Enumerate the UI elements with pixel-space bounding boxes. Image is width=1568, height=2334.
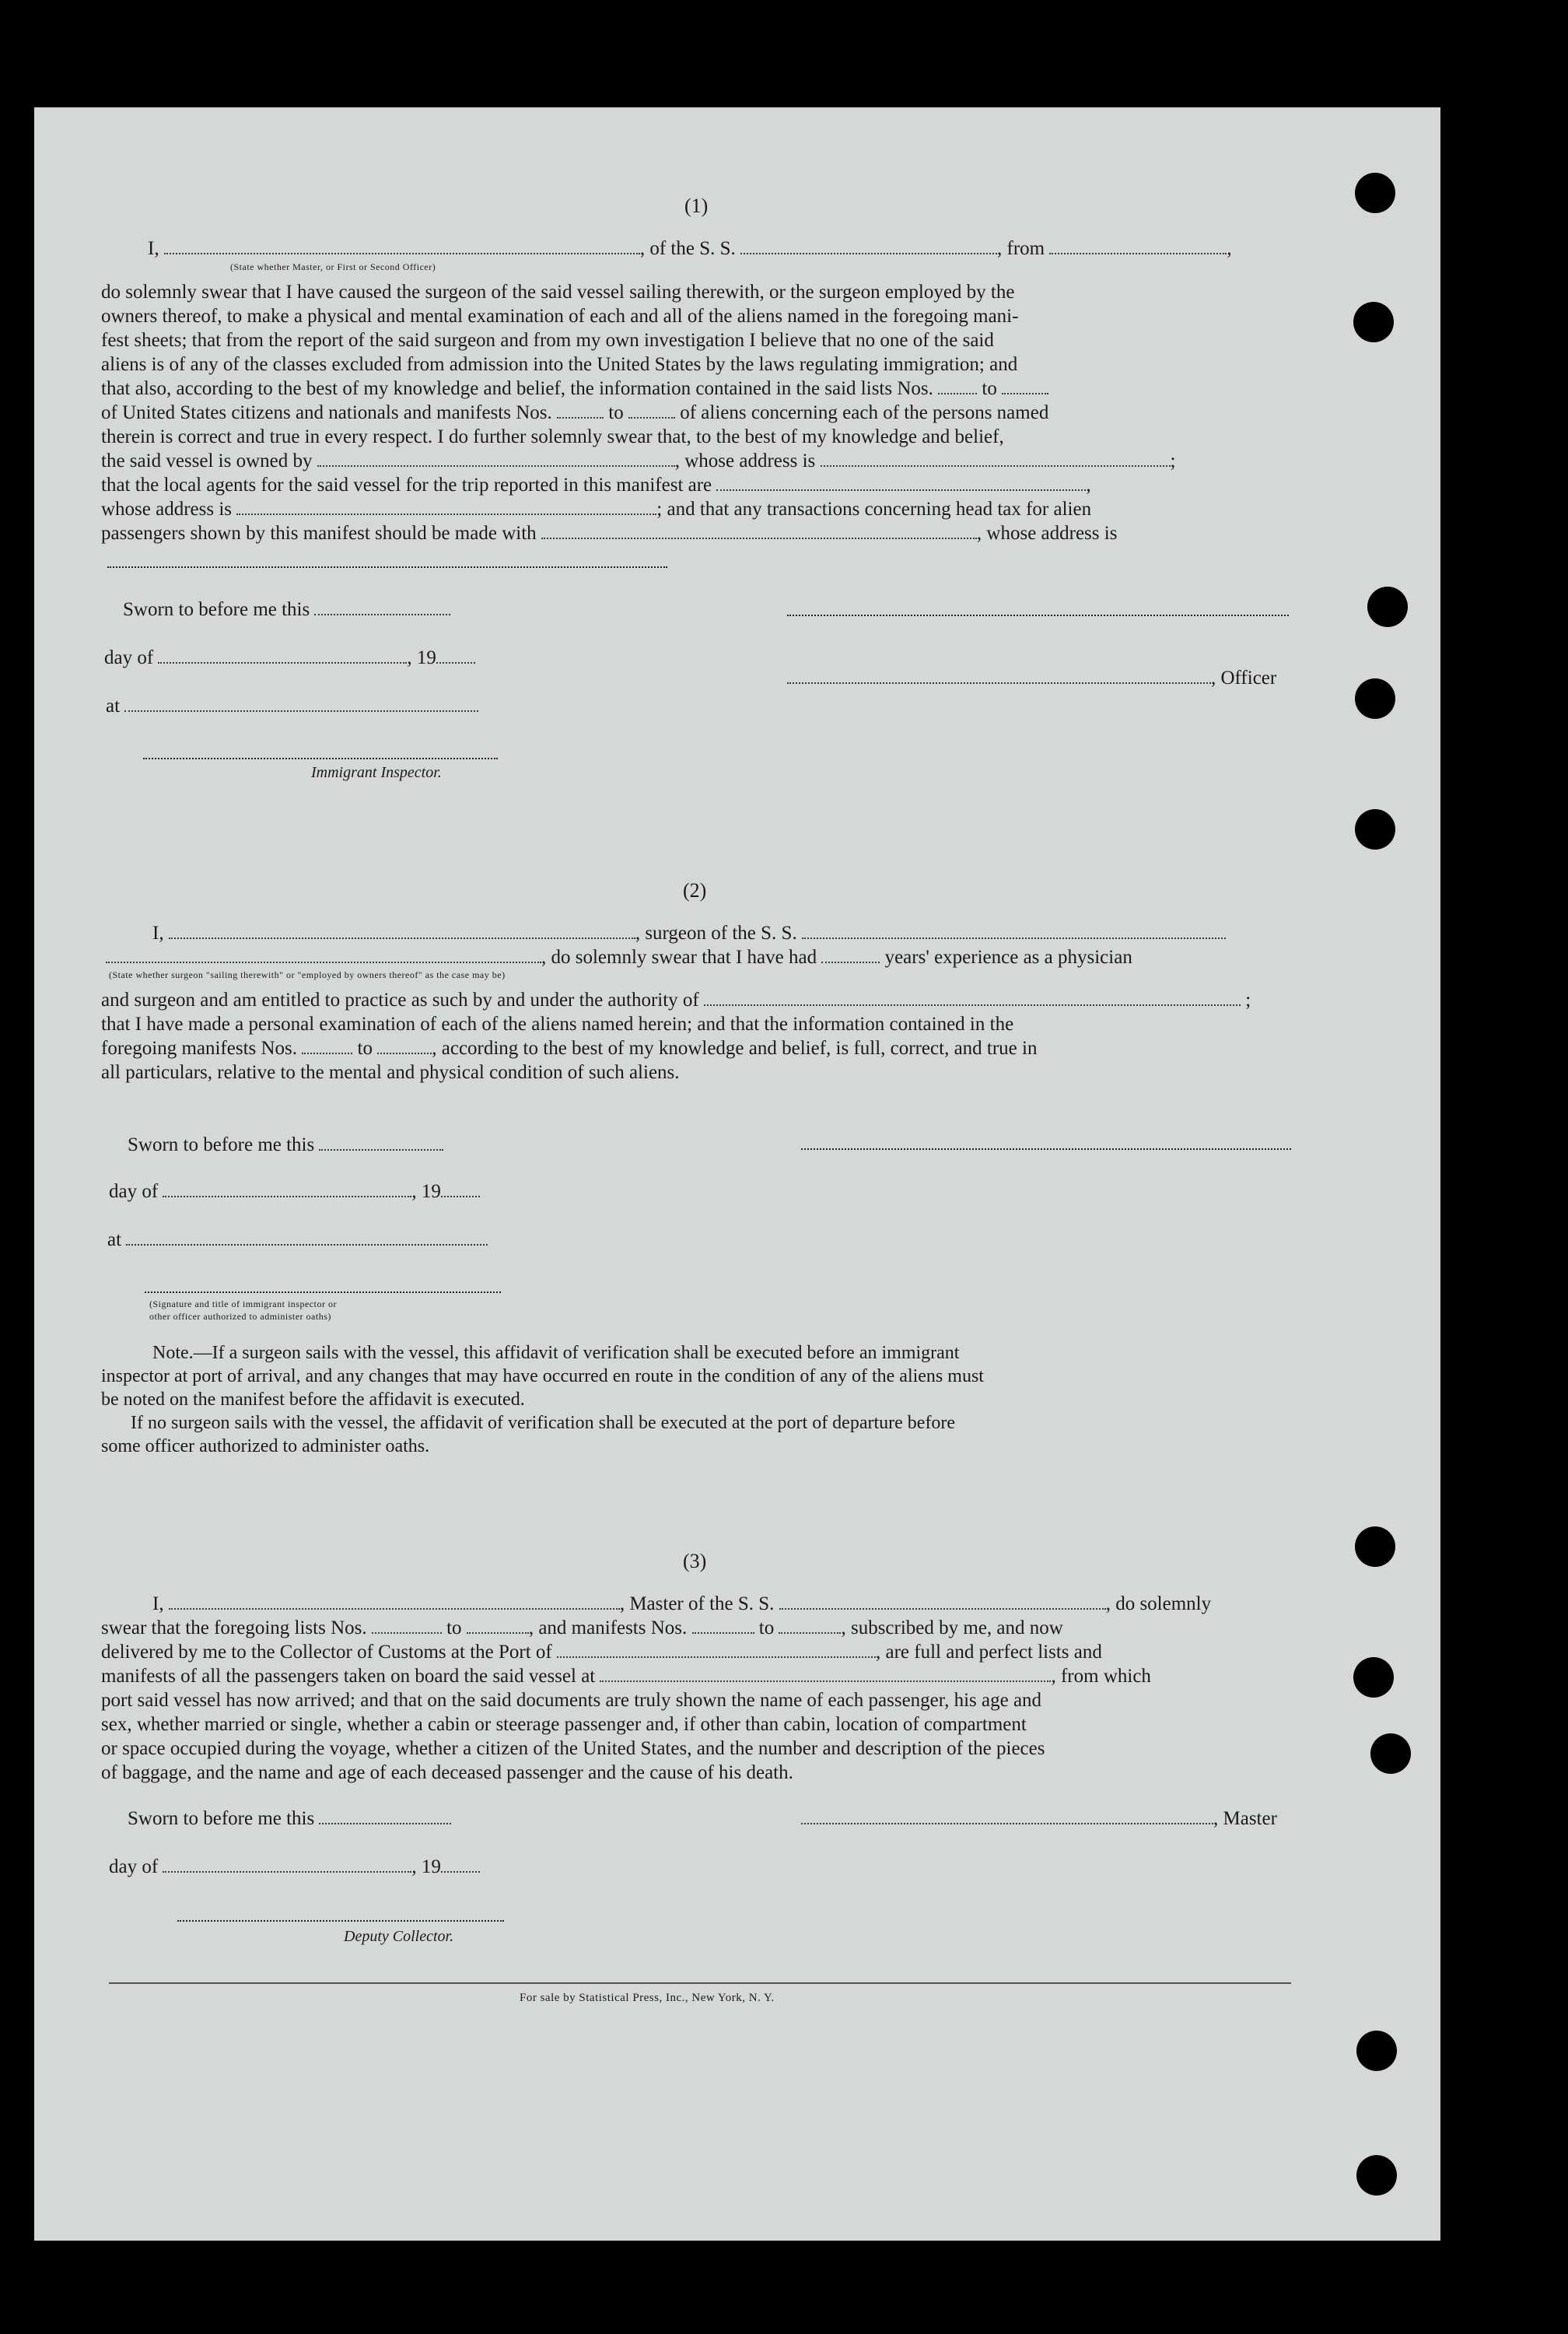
text: that also, according to the best of my knowledge and belief, the information contained in the said lists Nos. <box>101 378 933 399</box>
text: , Master of the S. S. <box>619 1593 775 1614</box>
text-line <box>101 988 1293 1012</box>
port-of-customs-field[interactable] <box>557 1656 876 1658</box>
text-line: fest sheets; that from the report of the said surgeon and from my own investigation I believe that no one of the said <box>101 330 994 351</box>
text: , do solemnly swear that I have had <box>541 947 817 968</box>
text: , from which <box>1051 1666 1151 1687</box>
binder-hole <box>1367 587 1408 627</box>
section-1-body <box>101 280 1293 545</box>
place-field[interactable] <box>124 710 478 712</box>
deputy-caption: Deputy Collector. <box>344 1928 454 1945</box>
text: ; and that any transactions concerning head tax for alien <box>656 499 1092 520</box>
surgeon-status-field[interactable] <box>106 961 541 963</box>
head-tax-contact-field[interactable] <box>541 537 977 539</box>
years-experience-field[interactable] <box>821 961 880 963</box>
label-from: , from <box>997 238 1045 259</box>
label-of-ss: , of the S. S. <box>639 238 736 259</box>
lists-from-field[interactable] <box>938 392 977 394</box>
text-line <box>101 401 1293 425</box>
text: , 19 <box>411 1856 441 1877</box>
owner-address-field[interactable] <box>821 464 1171 467</box>
inspector-caption: Immigrant Inspector. <box>311 764 442 781</box>
sworn-date-field[interactable] <box>314 613 450 615</box>
note-line: If no surgeon sails with the vessel, the affidavit of verification shall be executed at the port of departure before <box>131 1413 956 1433</box>
text-line <box>101 1664 1293 1688</box>
section-1-oath-line <box>148 237 1232 261</box>
inspector-signature-line[interactable] <box>145 1291 501 1293</box>
officer-signature-field[interactable] <box>787 682 1211 684</box>
departure-port-field[interactable] <box>1049 252 1227 254</box>
text: at <box>106 696 121 717</box>
text: , surgeon of the S. S. <box>635 923 797 944</box>
binder-hole <box>1356 2155 1397 2196</box>
officer-signature-line-top[interactable] <box>787 615 1289 616</box>
text: to <box>758 1617 775 1638</box>
text: , according to the best of my knowledge and belief, is full, correct, and true in <box>432 1038 1038 1059</box>
text: at <box>107 1229 122 1250</box>
section-2-line-1 <box>152 921 1226 945</box>
boarding-port-field[interactable] <box>600 1680 1051 1682</box>
text-line: sex, whether married or single, whether a cabin or steerage passenger and, if other than cabin, location of compartment <box>101 1714 1027 1735</box>
text-line: port said vessel has now arrived; and that on the said documents are truly shown the name of each passenger, his age and <box>101 1690 1042 1711</box>
binder-hole <box>1355 809 1395 850</box>
officer-hint: (State whether Master, or First or Second Officer) <box>230 261 436 272</box>
officer-name-field[interactable] <box>164 252 640 254</box>
deputy-signature-line[interactable] <box>177 1920 504 1922</box>
vessel-name-field[interactable] <box>802 937 1226 939</box>
text-line <box>101 521 1293 545</box>
label-i: I, <box>148 238 159 259</box>
note-line: some officer authorized to administer oaths. <box>101 1436 430 1456</box>
text-line <box>101 497 1293 521</box>
text: Sworn to before me this <box>128 1134 315 1155</box>
surgeon-name-field[interactable] <box>169 937 635 939</box>
text-line: therein is correct and true in every respect. I do further solemnly swear that, to the best of my knowledge and belief, <box>101 426 1004 447</box>
year-field[interactable] <box>441 1195 480 1197</box>
day-line <box>109 1179 480 1204</box>
text: manifests of all the passengers taken on board the said vessel at <box>101 1666 596 1687</box>
text-line <box>101 1616 1293 1640</box>
text-line: all particulars, relative to the mental and physical condition of such aliens. <box>101 1062 680 1083</box>
head-tax-address-field[interactable] <box>107 566 667 568</box>
text: , whose address is <box>976 523 1118 544</box>
text-line: or space occupied during the voyage, whether a citizen of the United States, and the number and description of the pieces <box>101 1738 1045 1759</box>
manifests-from-field[interactable] <box>692 1631 754 1634</box>
text: to <box>982 378 997 399</box>
section-2-line-2 <box>106 945 1132 969</box>
text-line <box>101 1592 1293 1616</box>
sworn-line <box>128 1133 443 1157</box>
lists-to-field[interactable] <box>467 1631 529 1634</box>
text: , do solemnly <box>1105 1593 1212 1614</box>
text: swear that the foregoing lists Nos. <box>101 1617 367 1638</box>
section-2-number: (2) <box>683 879 707 902</box>
text: of aliens concerning each of the persons named <box>680 402 1049 423</box>
year-field[interactable] <box>436 661 475 664</box>
note-line: be noted on the manifest before the affidavit is executed. <box>101 1390 525 1410</box>
text: the said vessel is owned by <box>101 450 313 471</box>
inspector-signature-line[interactable] <box>143 758 498 759</box>
text-line <box>101 377 1293 401</box>
binder-hole <box>1355 173 1395 213</box>
text: I, <box>152 923 164 944</box>
text: other officer authorized to administer oaths) <box>149 1311 331 1322</box>
sworn-line <box>128 1807 451 1831</box>
text-line: owners thereof, to make a physical and mental examination of each and all of the aliens named in the foregoing mani- <box>101 306 1019 327</box>
binder-hole <box>1353 302 1394 342</box>
authority-field[interactable] <box>704 1004 1241 1006</box>
binder-hole <box>1356 2031 1397 2071</box>
text: , subscribed by me, and now <box>841 1617 1063 1638</box>
text: that the local agents for the said vessel for the trip reported in this manifest are <box>101 475 712 496</box>
text: (Signature and title of immigrant inspector or <box>149 1298 337 1309</box>
text: to <box>608 402 624 423</box>
lists-to-field[interactable] <box>1002 392 1048 394</box>
text: delivered by me to the Collector of Customs at the Port of <box>101 1642 552 1663</box>
sworn-line <box>123 598 450 622</box>
officer-line <box>787 666 1276 690</box>
master-line <box>801 1807 1277 1831</box>
sworn-date-field[interactable] <box>319 1148 443 1151</box>
comma: , <box>1227 238 1232 259</box>
text: , are full and perfect lists and <box>876 1642 1102 1663</box>
section-1-number: (1) <box>684 194 709 217</box>
text: Sworn to before me this <box>128 1808 315 1829</box>
text-line <box>101 473 1293 497</box>
at-line <box>107 1228 488 1252</box>
surgeon-signature-line[interactable] <box>801 1148 1291 1150</box>
manifests-to-field[interactable] <box>628 416 675 419</box>
text: foregoing manifests Nos. <box>101 1038 298 1059</box>
binder-hole <box>1355 1526 1395 1567</box>
day-line <box>104 646 475 670</box>
text: to <box>357 1038 373 1059</box>
text: of United States citizens and nationals and manifests Nos. <box>101 402 552 423</box>
day-line <box>109 1855 480 1879</box>
manifests-from-field[interactable] <box>302 1052 352 1054</box>
printer-imprint: For sale by Statistical Press, Inc., New York, N. Y. <box>520 1992 775 2004</box>
section-2-body <box>101 988 1293 1085</box>
text: ; <box>1245 990 1251 1011</box>
text-line <box>101 1640 1293 1664</box>
month-field[interactable] <box>163 1195 411 1197</box>
text: ; <box>1170 450 1176 471</box>
surgeon-status-hint: (State whether surgeon "sailing therewith" or "employed by owners thereof" as the case may be) <box>109 969 506 980</box>
text: Sworn to before me this <box>123 599 310 620</box>
agents-address-field[interactable] <box>236 513 656 515</box>
text-line: of baggage, and the name and age of each deceased passenger and the cause of his death. <box>101 1762 793 1783</box>
text: and surgeon and am entitled to practice as such by and under the authority of <box>101 990 699 1011</box>
text: years' experience as a physician <box>884 947 1132 968</box>
at-line <box>106 694 478 718</box>
binder-hole <box>1370 1733 1411 1774</box>
sworn-date-field[interactable] <box>319 1822 451 1824</box>
signature-hint <box>149 1298 337 1323</box>
text: day of <box>104 647 154 668</box>
text-line: do solemnly swear that I have caused the surgeon of the said vessel sailing therewith, or the surgeon employed by the <box>101 282 1015 303</box>
text: , 19 <box>411 1181 441 1202</box>
text-line <box>101 1036 1293 1060</box>
note-line: Note.—If a surgeon sails with the vessel, this affidavit of verification shall be executed before an immigrant <box>152 1343 960 1363</box>
section-3-number: (3) <box>683 1550 707 1572</box>
vessel-name-field[interactable] <box>779 1607 1106 1610</box>
month-field[interactable] <box>163 1870 411 1873</box>
month-field[interactable] <box>158 661 407 664</box>
text: whose address is <box>101 499 233 520</box>
text: , and manifests Nos. <box>528 1617 688 1638</box>
master-name-field[interactable] <box>169 1607 620 1610</box>
text-line: that I have made a personal examination of each of the aliens named herein; and that the information contained in the <box>101 1014 1014 1035</box>
manifests-from-field[interactable] <box>557 416 604 419</box>
manifests-to-field[interactable] <box>377 1052 432 1054</box>
master-signature-field[interactable] <box>801 1822 1213 1824</box>
text: , whose address is <box>674 450 816 471</box>
local-agents-field[interactable] <box>716 489 1086 491</box>
vessel-name-field[interactable] <box>740 252 997 254</box>
footer-rule <box>109 1982 1291 1984</box>
binder-hole <box>1355 678 1395 719</box>
year-field[interactable] <box>441 1870 480 1873</box>
place-field[interactable] <box>126 1243 488 1246</box>
text: day of <box>109 1181 159 1202</box>
note-line: inspector at port of arrival, and any changes that may have occurred en route in the condition of any of the aliens must <box>101 1366 984 1386</box>
text: I, <box>152 1593 164 1614</box>
text: , 19 <box>407 647 436 668</box>
text: , <box>1086 475 1091 496</box>
owner-field[interactable] <box>317 464 675 467</box>
text: passengers shown by this manifest should be made with <box>101 523 537 544</box>
section-3-body <box>101 1592 1293 1785</box>
text: , Master <box>1213 1808 1277 1829</box>
text: , Officer <box>1211 668 1277 689</box>
text-line: aliens is of any of the classes excluded from admission into the United States by the laws regulating immigration; and <box>101 354 1018 375</box>
binder-hole <box>1353 1657 1394 1698</box>
text: to <box>446 1617 462 1638</box>
lists-from-field[interactable] <box>372 1631 442 1634</box>
text-line <box>101 449 1293 473</box>
note-block <box>101 1341 1293 1458</box>
manifests-to-field[interactable] <box>779 1631 841 1634</box>
text: day of <box>109 1856 159 1877</box>
